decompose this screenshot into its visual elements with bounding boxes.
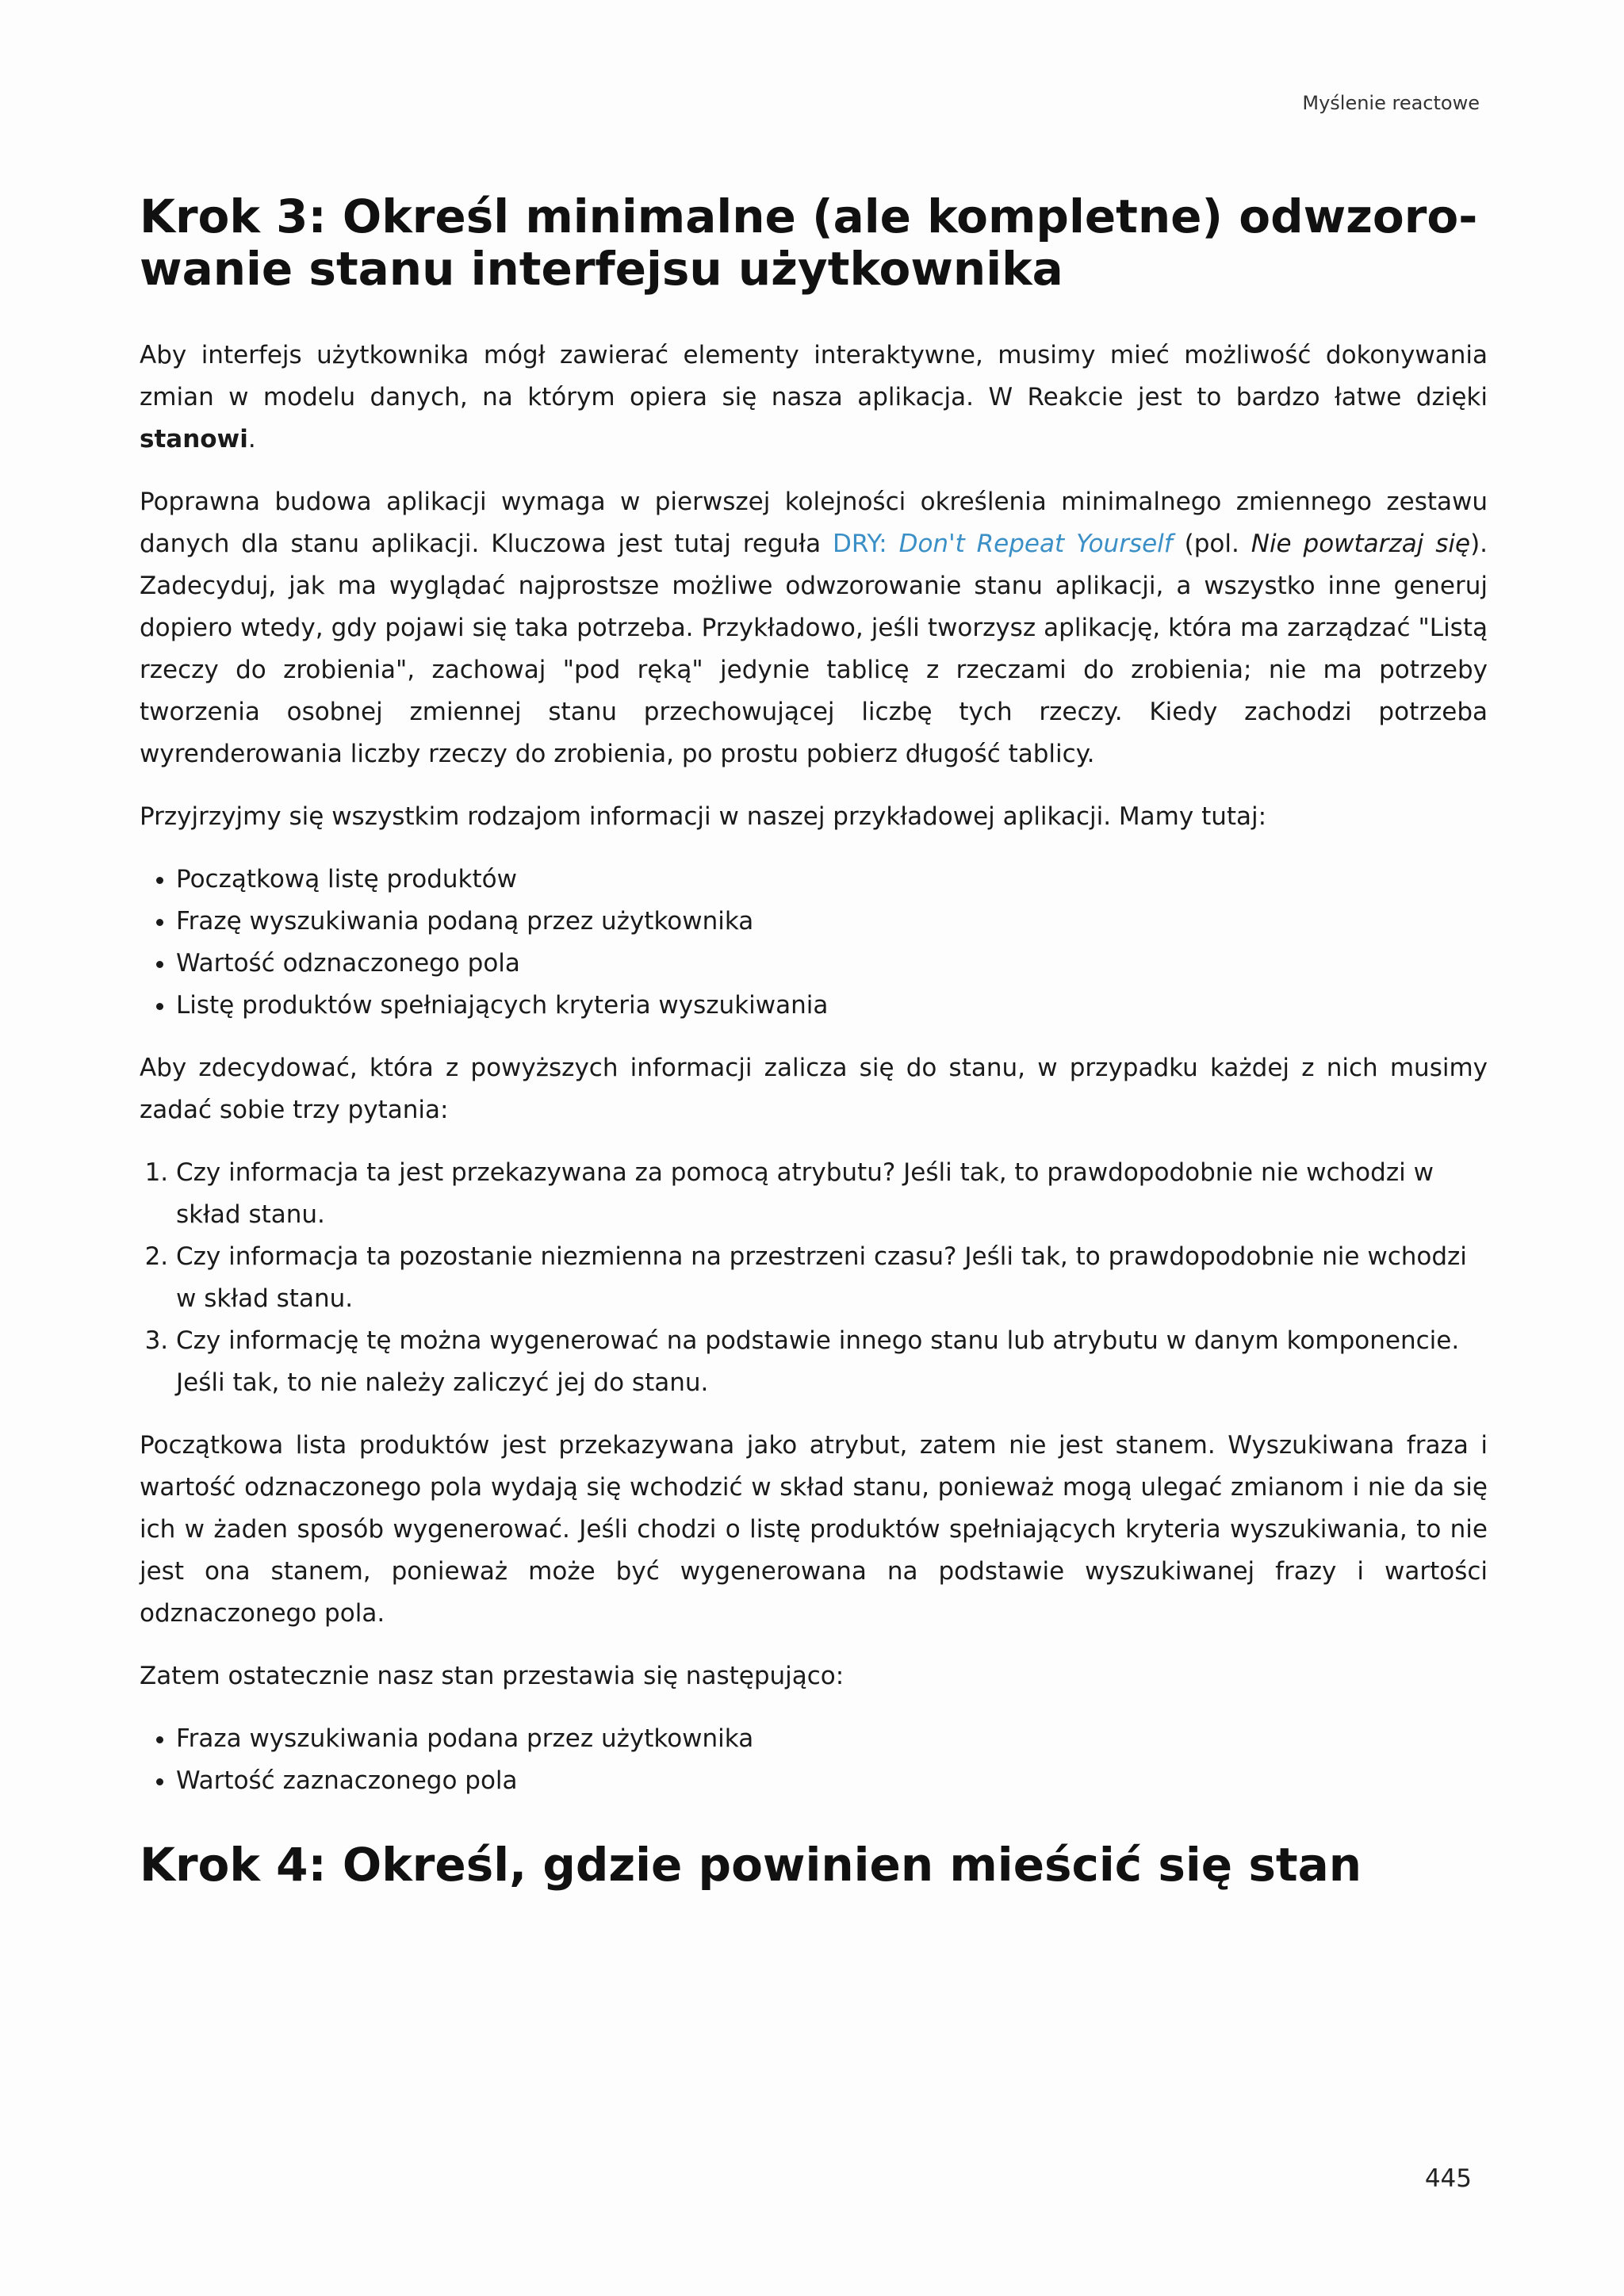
list-item: 1. Czy informacja ta jest przekazywana za pomocą atrybutu? Jeśli tak, to prawdopodobnie nie wchodzi w skład stanu. bbox=[176, 1152, 1488, 1236]
info-types-list bbox=[140, 859, 1488, 1027]
list-item: • Początkową listę produktów bbox=[176, 859, 1488, 901]
running-head: Myślenie reactowe bbox=[1302, 92, 1480, 114]
section-heading-step-3: Krok 3: Określ minimalne (ale kompletne) odwzoro- wanie stanu interfejsu użytkownika bbox=[140, 189, 1478, 296]
dry-link[interactable] bbox=[833, 530, 1173, 558]
paragraph-dry-mid: (pol. bbox=[1172, 530, 1251, 558]
list-item: • Wartość zaznaczonego pola bbox=[176, 1760, 1488, 1802]
polish-translation: Nie powtarzaj się bbox=[1251, 530, 1471, 558]
list-item: 3. Czy informację tę można wygenerować na podstawie innego stanu lub atrybutu w danym komponencie. Jeśli tak, to nie należy zaliczyć jej do stanu. bbox=[176, 1320, 1488, 1404]
paragraph-dry-rest: ). Zadecyduj, jak ma wyglądać najprostsze możliwe odwzorowanie stanu aplikacji, a wszystko inne generuj dopiero wtedy, gdy pojawi się taka potrzeba. Przykładowo, jeśli tworzysz aplikację, która ma zarządzać "Listą rzeczy do zrobienia", zachowaj "pod ręką" jedynie tablicę z rzeczami do zrobienia; nie ma potrzeby tworzenia osobnej zmiennej stanu przechowującej liczbę tych rzeczy. Kiedy zachodzi potrzeba wyrenderowania liczby rzeczy do zrobienia, po prostu pobierz długość tablicy. bbox=[140, 530, 1488, 768]
dry-link-italic: Don't Repeat Yourself bbox=[898, 530, 1173, 558]
list-item: • Frazę wyszukiwania podaną przez użytkownika bbox=[176, 901, 1488, 943]
paragraph-dry-text: Poprawna budowa aplikacji wymaga w pierwszej kolejności określenia minimalnego zmiennego zestawu danych dla stanu aplikacji. Kluczowa jest tutaj reguła bbox=[140, 488, 1488, 558]
page-content bbox=[140, 190, 1488, 1931]
list-item: • Listę produktów spełniających kryteria wyszukiwania bbox=[176, 985, 1488, 1027]
dry-link-prefix: DRY: bbox=[832, 530, 899, 558]
bold-term-state: stanowi bbox=[140, 425, 248, 453]
page-number: 445 bbox=[1424, 2164, 1472, 2193]
questions-list bbox=[140, 1152, 1488, 1404]
section-heading-step-4: Krok 4: Określ, gdzie powinien mieścić się stan bbox=[140, 1838, 1362, 1892]
paragraph-intro-end: . bbox=[247, 425, 256, 453]
final-state-list bbox=[140, 1718, 1488, 1802]
paragraph-conclusion: Zatem ostatecznie nasz stan przestawia się następująco: bbox=[140, 1662, 845, 1690]
paragraph-intro-text: Aby interfejs użytkownika mógł zawierać elementy interaktywne, musimy mieć możliwość dokonywania zmian w modelu danych, na którym opiera się nasza aplikacja. W Reakcie jest to bardzo łatwe dzięki bbox=[140, 341, 1488, 411]
list-item: • Wartość odznaczonego pola bbox=[176, 943, 1488, 985]
paragraph-analysis: Początkowa lista produktów jest przekazywana jako atrybut, zatem nie jest stanem. Wyszukiwana fraza i wartość odznaczonego pola wydają się wchodzić w skład stanu, ponieważ mogą ulegać zmianom i nie da się ich w żaden sposób wygenerować. Jeśli chodzi o listę produktów spełniających kryteria wyszukiwania, to nie jest ona stanem, ponieważ może być wygenerowana na podstawie wyszukiwanej frazy i wartości odznaczonego pola. bbox=[140, 1431, 1488, 1628]
paragraph-questions-intro: Aby zdecydować, która z powyższych informacji zalicza się do stanu, w przypadku każdej z nich musimy zadać sobie trzy pytania: bbox=[140, 1054, 1488, 1124]
paragraph-info-types: Przyjrzyjmy się wszystkim rodzajom informacji w naszej przykładowej aplikacji. Mamy tutaj: bbox=[140, 802, 1267, 831]
paragraph-intro bbox=[140, 335, 1488, 461]
list-item: • Fraza wyszukiwania podana przez użytkownika bbox=[176, 1718, 1488, 1760]
list-item: 2. Czy informacja ta pozostanie niezmienna na przestrzeni czasu? Jeśli tak, to prawdopodobnie nie wchodzi w skład stanu. bbox=[176, 1236, 1488, 1320]
paragraph-dry bbox=[140, 481, 1488, 775]
